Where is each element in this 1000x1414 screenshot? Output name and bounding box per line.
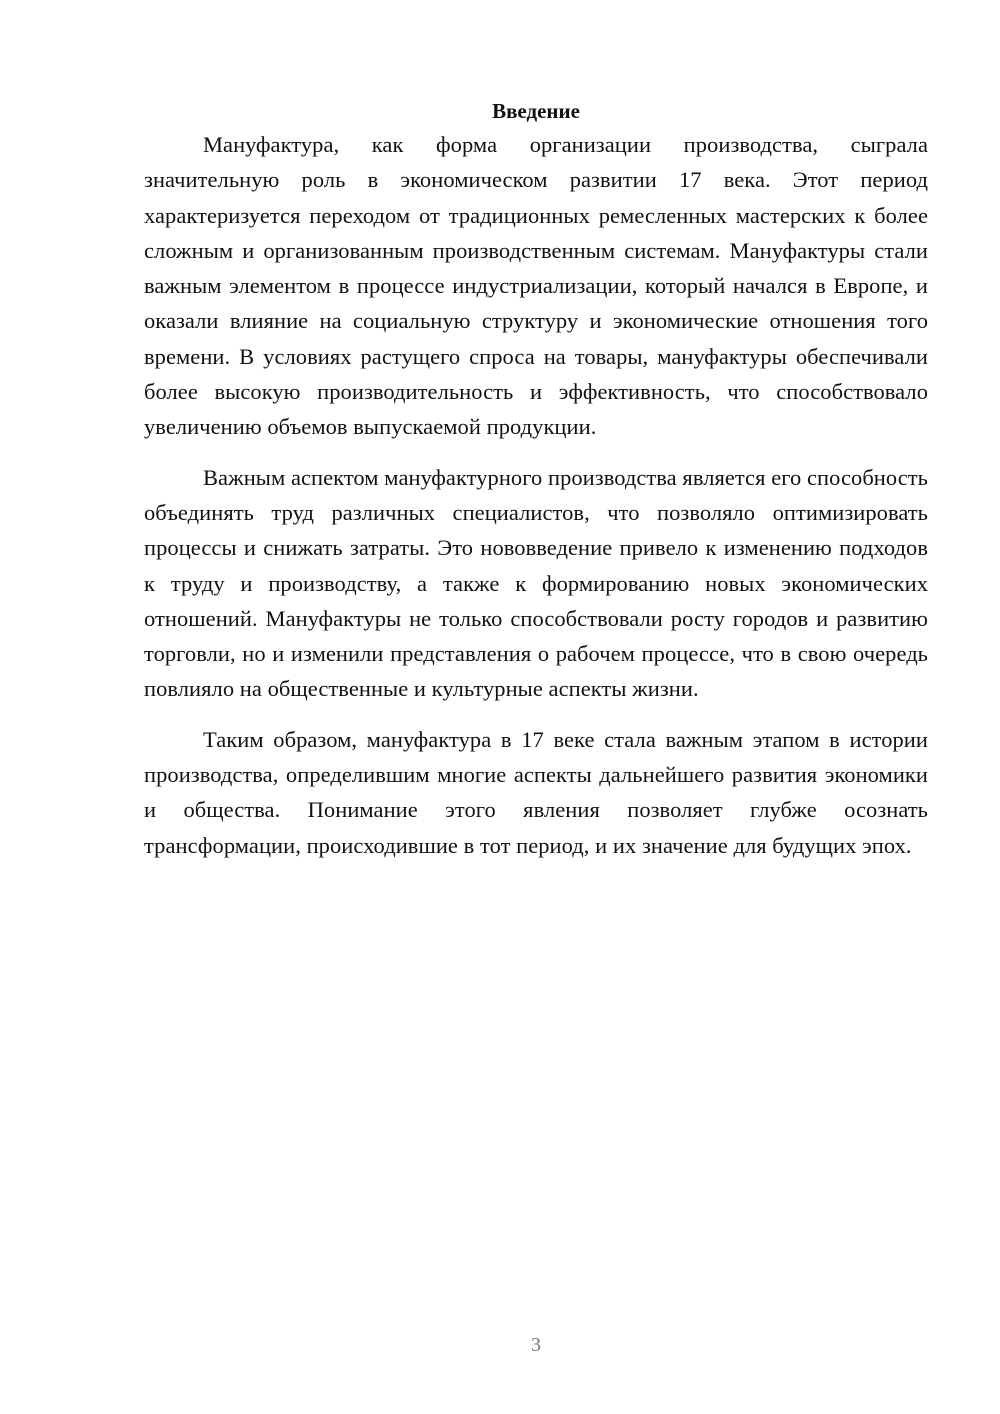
section-heading: Введение: [492, 99, 580, 123]
page-number: 3: [531, 1334, 541, 1356]
paragraph-3: Таким образом, мануфактура в 17 веке стала важным этапом в истории производства, определившим многие аспекты дальнейшего развития экономики и общества. Понимание этого явления позволяет глубже осознать трансформации, происходившие в тот период, и их значение для будущих эпох.: [144, 726, 928, 858]
paragraph-1: Мануфактура, как форма организации производства, сыграла значительную роль в экономическом развитии 17 века. Этот период характеризуется переходом от традиционных ремесленных мастерских к более сложным и организованным производственным системам. Мануфактуры стали важным элементом в процессе индустриализации, который начался в Европе, и оказали влияние на социальную структуру и экономические отношения того времени. В условиях растущего спроса на товары, мануфактуры обеспечивали более высокую производительность и эффективность, что способствовало увеличению объемов выпускаемой продукции.: [144, 132, 928, 440]
page-content: [144, 96, 928, 863]
paragraph-2: Важным аспектом мануфактурного производства является его способность объединять труд различных специалистов, что позволяло оптимизировать процессы и снижать затраты. Это нововведение привело к изменению подходов к труду и производству, а также к формированию новых экономических отношений. Мануфактуры не только способствовали росту городов и развитию торговли, но и изменили представления о рабочем процессе, что в свою очередь повлияло на общественные и культурные аспекты жизни.: [144, 464, 928, 702]
